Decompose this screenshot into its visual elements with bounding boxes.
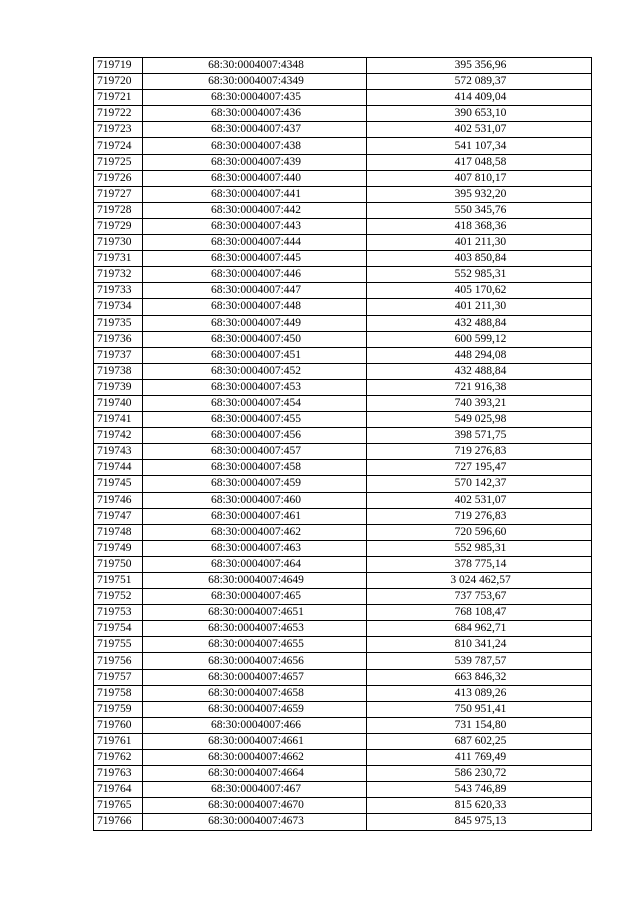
table-row <box>94 701 592 717</box>
table-row <box>94 138 592 154</box>
table-row <box>94 621 592 637</box>
cadastral-number-cell: 68:30:0004007:435 <box>143 90 367 106</box>
cadastral-number-cell: 68:30:0004007:458 <box>143 460 367 476</box>
cadastral-number-cell: 68:30:0004007:461 <box>143 508 367 524</box>
cadastral-value-cell: 541 107,34 <box>367 138 592 154</box>
row-number-cell: 719730 <box>94 235 143 251</box>
cadastral-number-cell: 68:30:0004007:449 <box>143 315 367 331</box>
cadastral-value-cell: 378 775,14 <box>367 556 592 572</box>
cadastral-value-cell: 405 170,62 <box>367 283 592 299</box>
cadastral-value-cell: 810 341,24 <box>367 637 592 653</box>
cadastral-value-cell: 572 089,37 <box>367 74 592 90</box>
table-row <box>94 331 592 347</box>
cadastral-number-cell: 68:30:0004007:4655 <box>143 637 367 653</box>
cadastral-number-cell: 68:30:0004007:4348 <box>143 58 367 74</box>
cadastral-value-cell: 395 356,96 <box>367 58 592 74</box>
cadastral-number-cell: 68:30:0004007:440 <box>143 170 367 186</box>
table-row <box>94 428 592 444</box>
row-number-cell: 719726 <box>94 170 143 186</box>
row-number-cell: 719762 <box>94 750 143 766</box>
row-number-cell: 719738 <box>94 363 143 379</box>
table-row <box>94 363 592 379</box>
table-row <box>94 299 592 315</box>
cadastral-number-cell: 68:30:0004007:447 <box>143 283 367 299</box>
table-row <box>94 412 592 428</box>
table-row <box>94 782 592 798</box>
cadastral-number-cell: 68:30:0004007:457 <box>143 444 367 460</box>
cadastral-number-cell: 68:30:0004007:4651 <box>143 605 367 621</box>
cadastral-value-cell: 401 211,30 <box>367 299 592 315</box>
row-number-cell: 719729 <box>94 218 143 234</box>
row-number-cell: 719755 <box>94 637 143 653</box>
table-row <box>94 202 592 218</box>
table-row <box>94 508 592 524</box>
row-number-cell: 719739 <box>94 379 143 395</box>
cadastral-value-cell: 418 368,36 <box>367 218 592 234</box>
table-row <box>94 653 592 669</box>
row-number-cell: 719736 <box>94 331 143 347</box>
cadastral-number-cell: 68:30:0004007:460 <box>143 492 367 508</box>
cadastral-number-cell: 68:30:0004007:4349 <box>143 74 367 90</box>
cadastral-number-cell: 68:30:0004007:441 <box>143 186 367 202</box>
row-number-cell: 719732 <box>94 267 143 283</box>
cadastral-value-cell: 720 596,60 <box>367 524 592 540</box>
cadastral-value-cell: 731 154,80 <box>367 717 592 733</box>
row-number-cell: 719748 <box>94 524 143 540</box>
row-number-cell: 719742 <box>94 428 143 444</box>
row-number-cell: 719723 <box>94 122 143 138</box>
row-number-cell: 719719 <box>94 58 143 74</box>
row-number-cell: 719735 <box>94 315 143 331</box>
cadastral-value-cell: 402 531,07 <box>367 492 592 508</box>
table-row <box>94 58 592 74</box>
cadastral-number-cell: 68:30:0004007:4649 <box>143 573 367 589</box>
table-row <box>94 170 592 186</box>
cadastral-number-cell: 68:30:0004007:462 <box>143 524 367 540</box>
cadastral-value-cell: 740 393,21 <box>367 395 592 411</box>
cadastral-number-cell: 68:30:0004007:454 <box>143 395 367 411</box>
table-row <box>94 315 592 331</box>
row-number-cell: 719734 <box>94 299 143 315</box>
row-number-cell: 719747 <box>94 508 143 524</box>
row-number-cell: 719720 <box>94 74 143 90</box>
cadastral-value-cell: 395 932,20 <box>367 186 592 202</box>
row-number-cell: 719722 <box>94 106 143 122</box>
row-number-cell: 719733 <box>94 283 143 299</box>
cadastral-value-cell: 552 985,31 <box>367 267 592 283</box>
row-number-cell: 719740 <box>94 395 143 411</box>
table-row <box>94 492 592 508</box>
table-row <box>94 267 592 283</box>
cadastral-value-cell: 407 810,17 <box>367 170 592 186</box>
table-row <box>94 235 592 251</box>
table-row <box>94 540 592 556</box>
cadastral-value-cell: 417 048,58 <box>367 154 592 170</box>
row-number-cell: 719753 <box>94 605 143 621</box>
cadastral-value-cell: 586 230,72 <box>367 766 592 782</box>
row-number-cell: 719737 <box>94 347 143 363</box>
table-row <box>94 251 592 267</box>
row-number-cell: 719759 <box>94 701 143 717</box>
table-row <box>94 444 592 460</box>
cadastral-value-cell: 401 211,30 <box>367 235 592 251</box>
cadastral-number-cell: 68:30:0004007:452 <box>143 363 367 379</box>
row-number-cell: 719728 <box>94 202 143 218</box>
cadastral-value-cell: 539 787,57 <box>367 653 592 669</box>
table-row <box>94 74 592 90</box>
table-row <box>94 90 592 106</box>
cadastral-number-cell: 68:30:0004007:450 <box>143 331 367 347</box>
row-number-cell: 719727 <box>94 186 143 202</box>
cadastral-value-cell: 3 024 462,57 <box>367 573 592 589</box>
table-row <box>94 106 592 122</box>
cadastral-value-cell: 403 850,84 <box>367 251 592 267</box>
row-number-cell: 719745 <box>94 476 143 492</box>
row-number-cell: 719744 <box>94 460 143 476</box>
table-row <box>94 122 592 138</box>
cadastral-number-cell: 68:30:0004007:4664 <box>143 766 367 782</box>
cadastral-number-cell: 68:30:0004007:446 <box>143 267 367 283</box>
cadastral-number-cell: 68:30:0004007:437 <box>143 122 367 138</box>
row-number-cell: 719721 <box>94 90 143 106</box>
row-number-cell: 719756 <box>94 653 143 669</box>
row-number-cell: 719760 <box>94 717 143 733</box>
table-row <box>94 637 592 653</box>
table-row <box>94 798 592 814</box>
table-row <box>94 476 592 492</box>
cadastral-value-cell: 543 746,89 <box>367 782 592 798</box>
table-row <box>94 524 592 540</box>
row-number-cell: 719749 <box>94 540 143 556</box>
cadastral-value-cell: 719 276,83 <box>367 444 592 460</box>
table-row <box>94 283 592 299</box>
cadastral-value-cell: 432 488,84 <box>367 363 592 379</box>
cadastral-number-cell: 68:30:0004007:445 <box>143 251 367 267</box>
row-number-cell: 719731 <box>94 251 143 267</box>
cadastral-value-cell: 390 653,10 <box>367 106 592 122</box>
cadastral-number-cell: 68:30:0004007:459 <box>143 476 367 492</box>
table-row <box>94 733 592 749</box>
cadastral-value-cell: 768 108,47 <box>367 605 592 621</box>
cadastral-value-cell: 737 753,67 <box>367 589 592 605</box>
cadastral-value-cell: 448 294,08 <box>367 347 592 363</box>
cadastral-number-cell: 68:30:0004007:4670 <box>143 798 367 814</box>
cadastral-number-cell: 68:30:0004007:436 <box>143 106 367 122</box>
cadastral-value-cell: 600 599,12 <box>367 331 592 347</box>
row-number-cell: 719743 <box>94 444 143 460</box>
table-row <box>94 154 592 170</box>
row-number-cell: 719750 <box>94 556 143 572</box>
row-number-cell: 719757 <box>94 669 143 685</box>
cadastral-value-cell: 750 951,41 <box>367 701 592 717</box>
row-number-cell: 719765 <box>94 798 143 814</box>
row-number-cell: 719746 <box>94 492 143 508</box>
cadastral-number-cell: 68:30:0004007:467 <box>143 782 367 798</box>
cadastral-number-cell: 68:30:0004007:465 <box>143 589 367 605</box>
cadastral-number-cell: 68:30:0004007:438 <box>143 138 367 154</box>
table-row <box>94 379 592 395</box>
cadastral-value-cell: 570 142,37 <box>367 476 592 492</box>
cadastral-number-cell: 68:30:0004007:4662 <box>143 750 367 766</box>
row-number-cell: 719761 <box>94 733 143 749</box>
table-row <box>94 347 592 363</box>
cadastral-value-cell: 687 602,25 <box>367 733 592 749</box>
cadastral-number-cell: 68:30:0004007:455 <box>143 412 367 428</box>
row-number-cell: 719766 <box>94 814 143 830</box>
cadastral-value-cell: 550 345,76 <box>367 202 592 218</box>
cadastral-number-cell: 68:30:0004007:451 <box>143 347 367 363</box>
cadastral-value-cell: 413 089,26 <box>367 685 592 701</box>
table-row <box>94 717 592 733</box>
cadastral-number-cell: 68:30:0004007:456 <box>143 428 367 444</box>
cadastral-number-cell: 68:30:0004007:443 <box>143 218 367 234</box>
cadastral-value-cell: 721 916,38 <box>367 379 592 395</box>
cadastral-number-cell: 68:30:0004007:448 <box>143 299 367 315</box>
cadastral-number-cell: 68:30:0004007:444 <box>143 235 367 251</box>
table-row <box>94 186 592 202</box>
table-row <box>94 669 592 685</box>
table-row <box>94 573 592 589</box>
row-number-cell: 719754 <box>94 621 143 637</box>
table-row <box>94 395 592 411</box>
row-number-cell: 719725 <box>94 154 143 170</box>
cadastral-value-cell: 549 025,98 <box>367 412 592 428</box>
table-row <box>94 556 592 572</box>
cadastral-value-table <box>93 57 592 831</box>
table-row <box>94 750 592 766</box>
cadastral-number-cell: 68:30:0004007:4656 <box>143 653 367 669</box>
cadastral-number-cell: 68:30:0004007:463 <box>143 540 367 556</box>
row-number-cell: 719724 <box>94 138 143 154</box>
row-number-cell: 719751 <box>94 573 143 589</box>
row-number-cell: 719758 <box>94 685 143 701</box>
cadastral-value-cell: 432 488,84 <box>367 315 592 331</box>
cadastral-value-cell: 398 571,75 <box>367 428 592 444</box>
row-number-cell: 719752 <box>94 589 143 605</box>
row-number-cell: 719741 <box>94 412 143 428</box>
table-row <box>94 685 592 701</box>
table-row <box>94 814 592 830</box>
cadastral-number-cell: 68:30:0004007:439 <box>143 154 367 170</box>
cadastral-number-cell: 68:30:0004007:4657 <box>143 669 367 685</box>
cadastral-number-cell: 68:30:0004007:4658 <box>143 685 367 701</box>
cadastral-value-cell: 402 531,07 <box>367 122 592 138</box>
cadastral-value-cell: 411 769,49 <box>367 750 592 766</box>
cadastral-value-cell: 815 620,33 <box>367 798 592 814</box>
cadastral-value-cell: 663 846,32 <box>367 669 592 685</box>
cadastral-number-cell: 68:30:0004007:453 <box>143 379 367 395</box>
cadastral-number-cell: 68:30:0004007:466 <box>143 717 367 733</box>
cadastral-number-cell: 68:30:0004007:442 <box>143 202 367 218</box>
cadastral-number-cell: 68:30:0004007:464 <box>143 556 367 572</box>
cadastral-value-cell: 414 409,04 <box>367 90 592 106</box>
cadastral-value-cell: 552 985,31 <box>367 540 592 556</box>
cadastral-value-cell: 845 975,13 <box>367 814 592 830</box>
cadastral-number-cell: 68:30:0004007:4653 <box>143 621 367 637</box>
table-row <box>94 605 592 621</box>
table-row <box>94 589 592 605</box>
cadastral-number-cell: 68:30:0004007:4659 <box>143 701 367 717</box>
row-number-cell: 719764 <box>94 782 143 798</box>
cadastral-value-cell: 727 195,47 <box>367 460 592 476</box>
row-number-cell: 719763 <box>94 766 143 782</box>
cadastral-number-cell: 68:30:0004007:4661 <box>143 733 367 749</box>
table-row <box>94 218 592 234</box>
table-body <box>94 58 592 831</box>
table-row <box>94 460 592 476</box>
cadastral-value-cell: 719 276,83 <box>367 508 592 524</box>
table-row <box>94 766 592 782</box>
cadastral-number-cell: 68:30:0004007:4673 <box>143 814 367 830</box>
cadastral-value-cell: 684 962,71 <box>367 621 592 637</box>
